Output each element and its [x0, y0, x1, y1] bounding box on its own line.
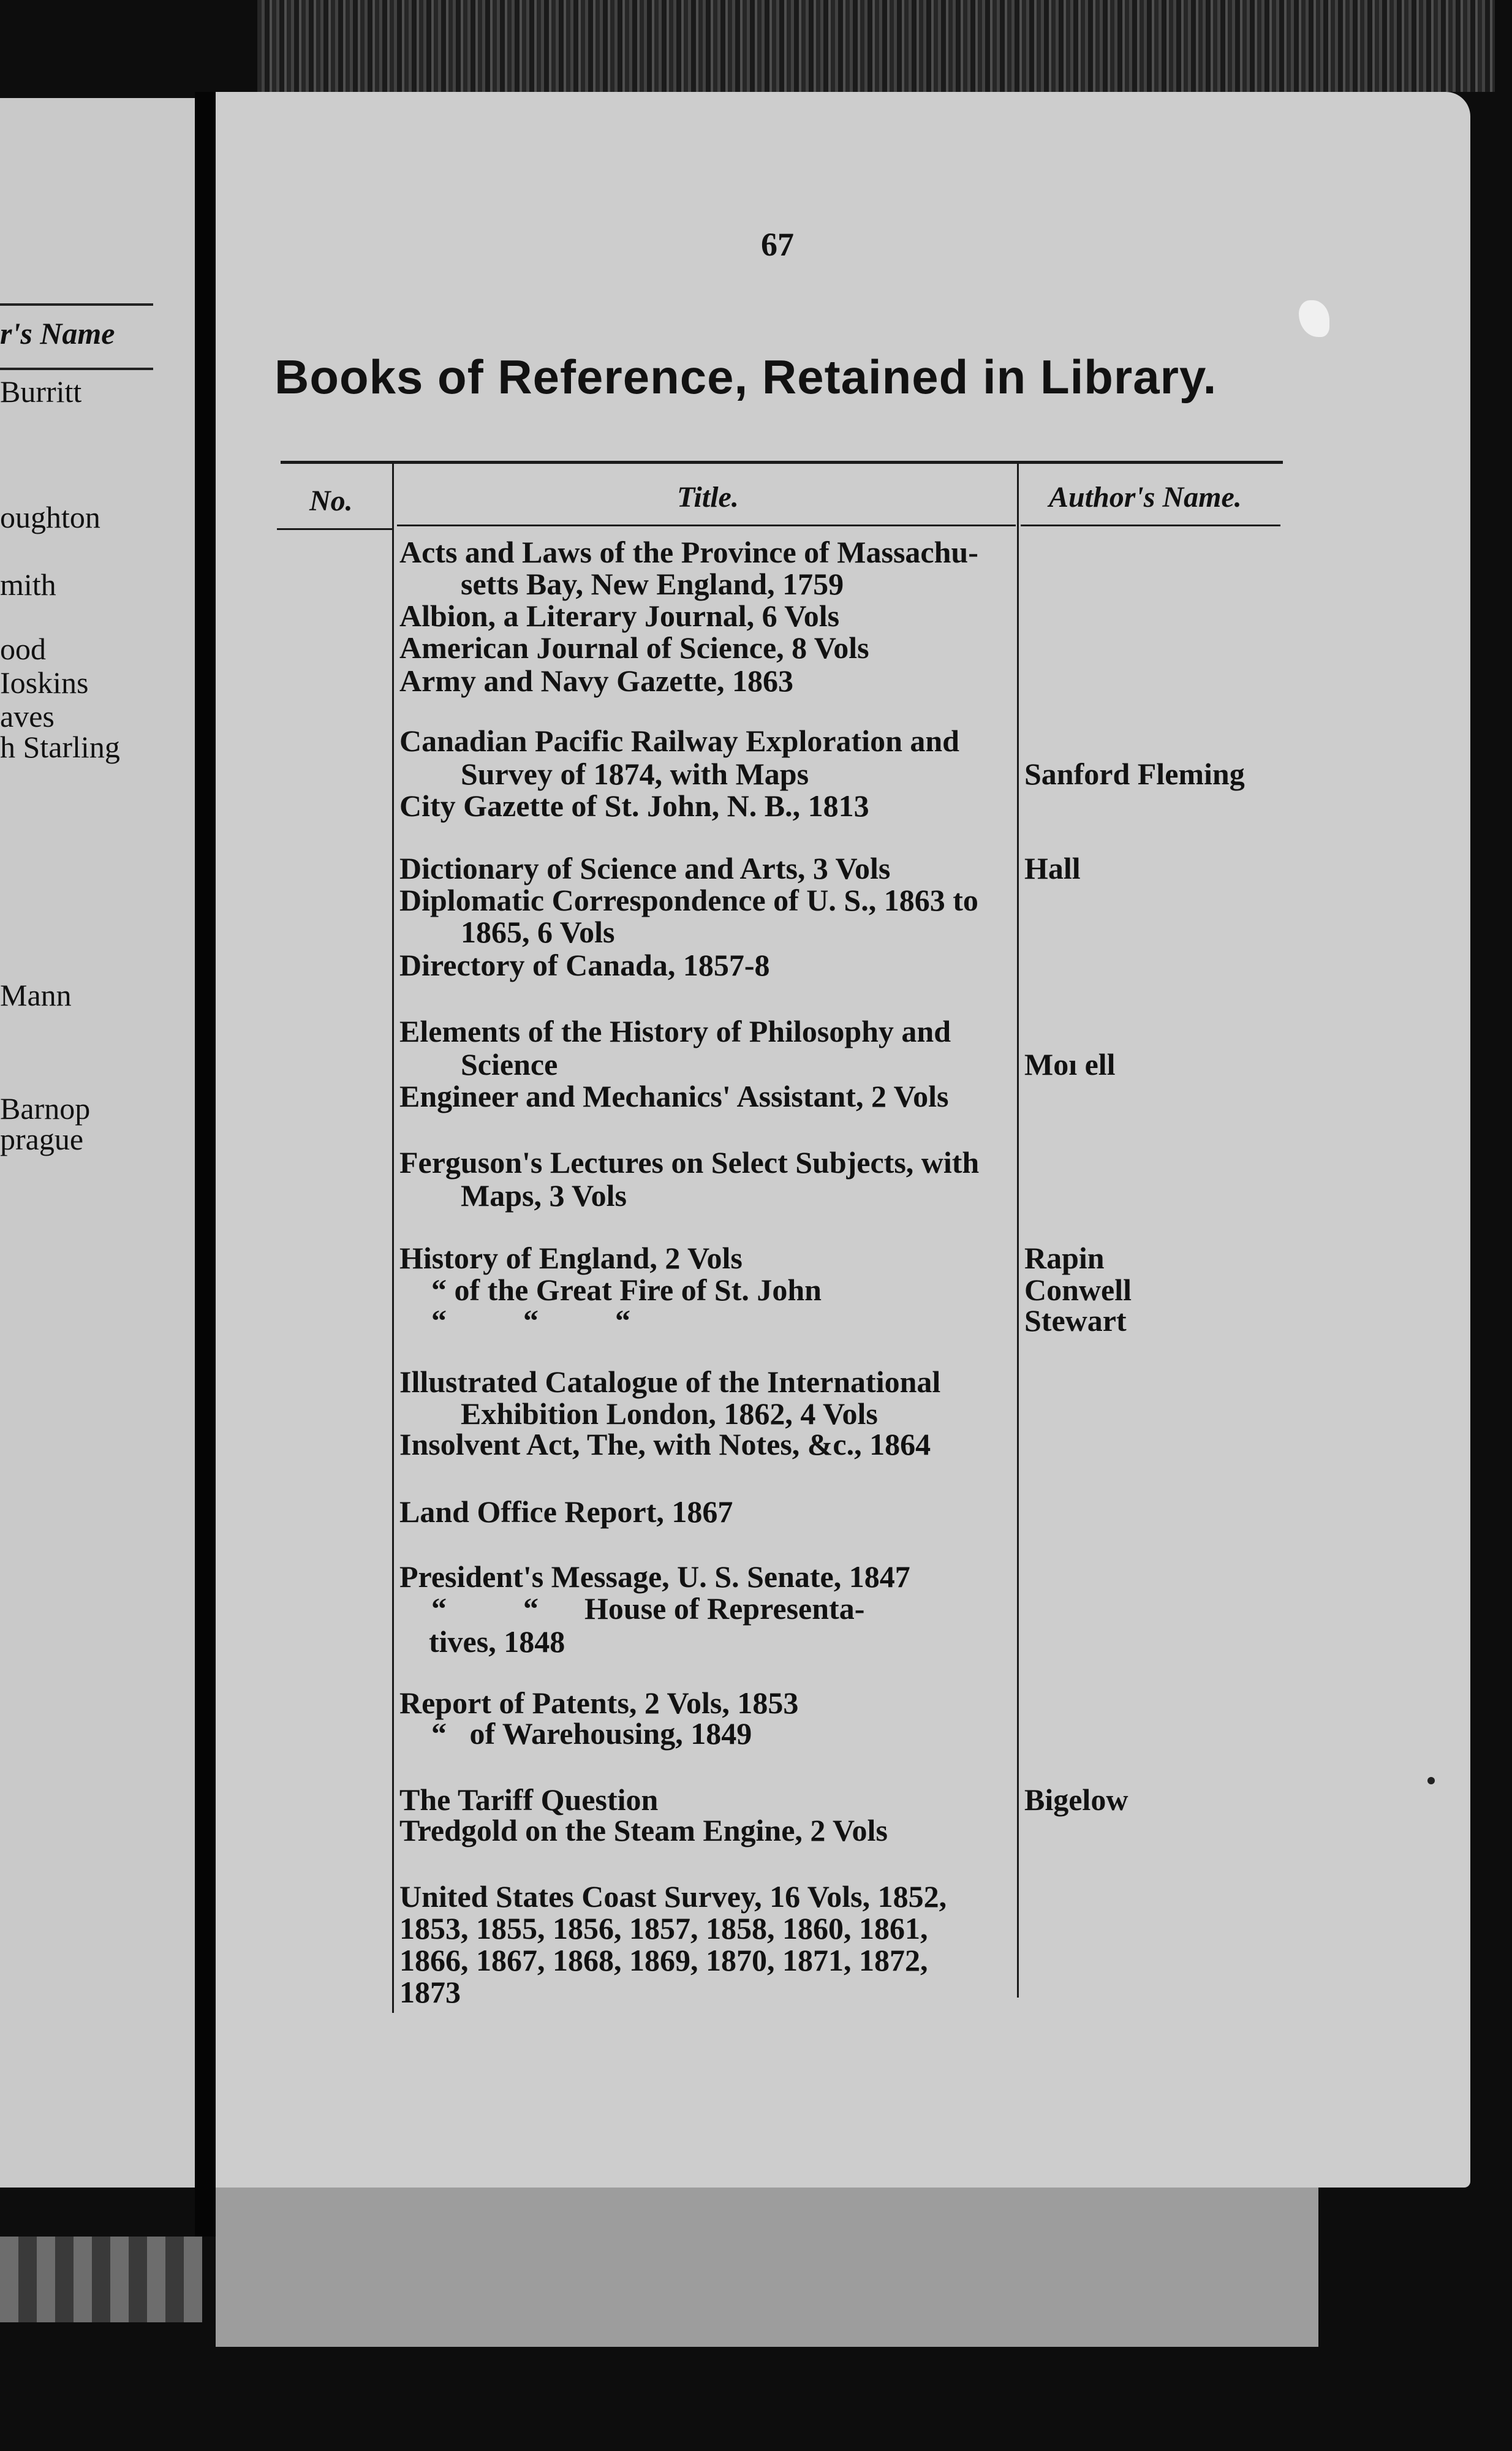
title-line: Diplomatic Correspondence of U. S., 1863 to [399, 883, 978, 917]
left-header-rule [0, 303, 153, 306]
left-fragment: Ioskins [0, 665, 89, 700]
title-line: Ferguson's Lectures on Select Subjects, with [399, 1145, 980, 1180]
left-header-rule-2 [0, 368, 153, 370]
author-name: Bigelow [1024, 1782, 1128, 1817]
film-edge-top [257, 0, 1495, 92]
title-line: Directory of Canada, 1857-8 [399, 948, 770, 982]
left-fragment: ood [0, 632, 46, 666]
title-line: Acts and Laws of the Province of Massachu- [399, 535, 978, 569]
title-line: United States Coast Survey, 16 Vols, 1852, [399, 1879, 947, 1914]
title-line: “ of the Great Fire of St. John [431, 1273, 822, 1307]
left-fragment: aves [0, 699, 55, 733]
title-line: Maps, 3 Vols [461, 1178, 627, 1213]
left-fragment: mith [0, 567, 56, 602]
film-edge-bottom [216, 2188, 1318, 2347]
title-line: Tredgold on the Steam Engine, 2 Vols [399, 1813, 888, 1847]
title-line: Exhibition London, 1862, 4 Vols [461, 1396, 878, 1431]
title-line: Albion, a Literary Journal, 6 Vols [399, 599, 840, 633]
header-underline-title [397, 525, 1016, 526]
title-line: “ “ “ [431, 1303, 630, 1338]
left-fragment: Barnop [0, 1091, 91, 1126]
author-name: Sanford Fleming [1024, 757, 1245, 791]
column-divider-no-title [392, 463, 394, 2013]
title-line: Insolvent Act, The, with Notes, &c., 1864 [399, 1427, 931, 1461]
title-line: Elements of the History of Philosophy and [399, 1014, 951, 1048]
title-line: American Journal of Science, 8 Vols [399, 631, 869, 665]
title-line: 1866, 1867, 1868, 1869, 1870, 1871, 1872, [399, 1943, 928, 1977]
main-page [216, 92, 1470, 2188]
author-name: Conwell [1024, 1273, 1132, 1307]
left-header: r's Name [0, 316, 115, 350]
title-line: Science [461, 1047, 558, 1082]
left-fragment: prague [0, 1122, 84, 1156]
title-line: City Gazette of St. John, N. B., 1813 [399, 789, 869, 823]
title-line: 1865, 6 Vols [461, 915, 615, 949]
table-top-rule [281, 461, 1283, 464]
title-line: “ of Warehousing, 1849 [431, 1716, 752, 1751]
page-number: 67 [761, 226, 794, 263]
header-underline-no [277, 528, 393, 530]
title-line: Report of Patents, 2 Vols, 1853 [399, 1686, 799, 1720]
title-line: “ “ House of Representa- [431, 1591, 865, 1626]
header-underline-author [1021, 525, 1280, 526]
scan-speck [1427, 1777, 1435, 1784]
left-fragment: Burritt [0, 374, 82, 409]
author-name: Moı ell [1024, 1047, 1116, 1082]
title-line: Canadian Pacific Railway Exploration and [399, 724, 959, 758]
title-line: tives, 1848 [429, 1624, 565, 1659]
title-line: setts Bay, New England, 1759 [461, 567, 844, 601]
title-line: History of England, 2 Vols [399, 1241, 743, 1275]
left-fragment: Mann [0, 978, 72, 1012]
author-name: Stewart [1024, 1303, 1127, 1338]
left-fragment: oughton [0, 500, 100, 534]
title-line: The Tariff Question [399, 1782, 659, 1817]
book-gutter [195, 92, 218, 2237]
left-facing-page [0, 98, 208, 2188]
column-header-no: No. [309, 485, 353, 517]
title-line: Dictionary of Science and Arts, 3 Vols [399, 851, 891, 885]
title-line: 1853, 1855, 1856, 1857, 1858, 1860, 1861, [399, 1911, 928, 1945]
left-fragment: h Starling [0, 730, 120, 764]
film-edge-bottom-left [0, 2237, 202, 2322]
author-name: Hall [1024, 851, 1081, 885]
title-line: Engineer and Mechanics' Assistant, 2 Vols [399, 1079, 949, 1113]
author-name: Rapin [1024, 1241, 1105, 1275]
title-line: Army and Navy Gazette, 1863 [399, 664, 793, 698]
column-header-title: Title. [677, 481, 739, 513]
page-title: Books of Reference, Retained in Library. [274, 350, 1217, 404]
title-line: 1873 [399, 1975, 461, 2009]
column-header-author: Author's Name. [1049, 481, 1242, 513]
column-divider-title-author [1017, 463, 1019, 1998]
title-line: Survey of 1874, with Maps [461, 757, 809, 791]
title-line: Land Office Report, 1867 [399, 1494, 733, 1529]
title-line: Illustrated Catalogue of the International [399, 1365, 941, 1399]
title-line: President's Message, U. S. Senate, 1847 [399, 1559, 910, 1594]
